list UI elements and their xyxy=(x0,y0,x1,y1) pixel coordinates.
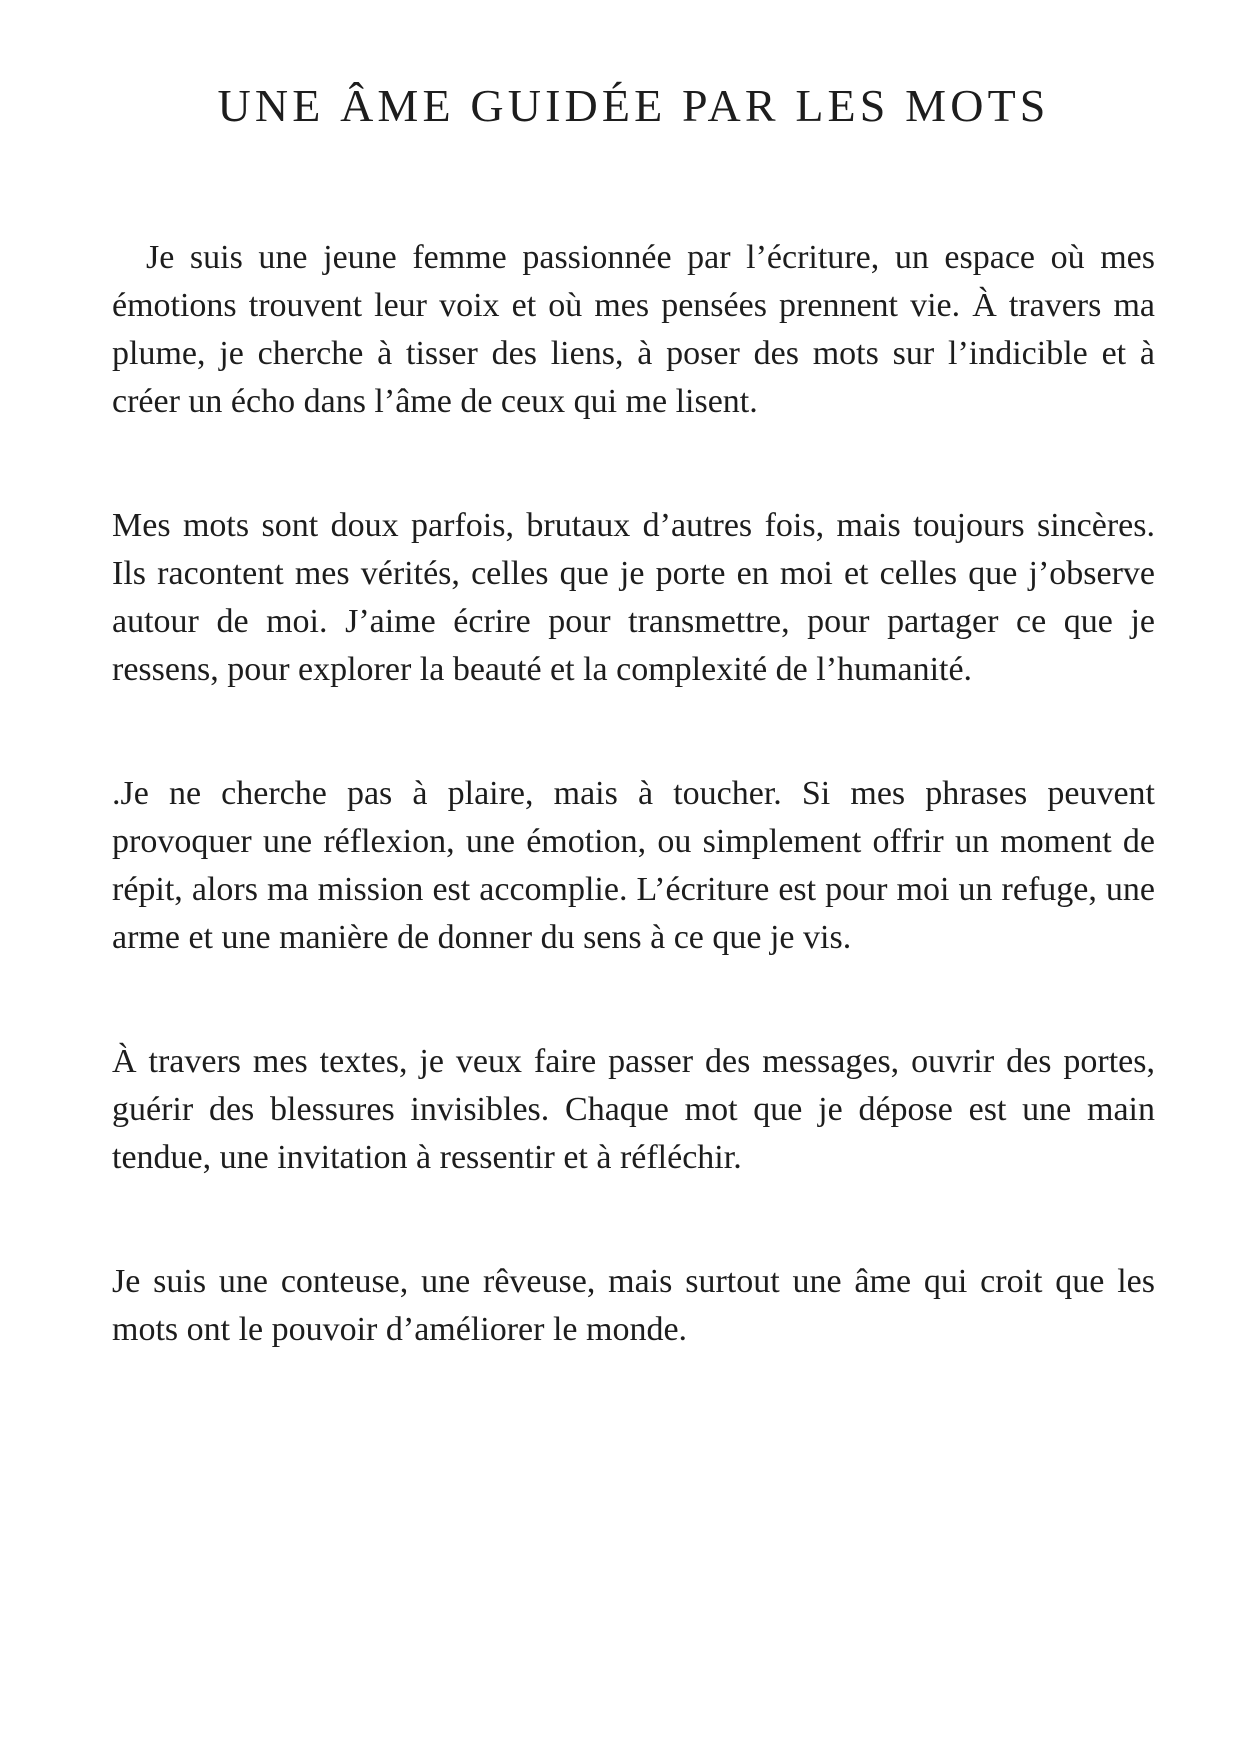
document-title: UNE ÂME GUIDÉE PAR LES MOTS xyxy=(217,80,1050,131)
paragraph-intro: Je suis une jeune femme passionnée par l’écriture, un espace où mes émotions trouvent leur voix et où mes pensées prennent vie. À travers ma plume, je cherche à tisser des liens, à poser des mots sur l’indicible et à créer un écho dans l’âme de ceux qui me lisent. xyxy=(112,239,1155,420)
paragraph-messages: À travers mes textes, je veux faire passer des messages, ouvrir des portes, guérir des blessures invisibles. Chaque mot que je dépose est une main tendue, une invitation à ressentir et à réfléchir. xyxy=(112,1043,1155,1176)
paragraph-conteuse: Je suis une conteuse, une rêveuse, mais surtout une âme qui croit que les mots ont le pouvoir d’améliorer le monde. xyxy=(112,1263,1155,1348)
paragraph-mes-mots: Mes mots sont doux parfois, brutaux d’autres fois, mais toujours sincères. Ils racontent mes vérités, celles que je porte en moi et celles que j’observe autour de moi. J’aime écrire pour transmettre, pour partager ce que je ressens, pour explorer la beauté et la complexité de l’humanité. xyxy=(112,507,1155,688)
paragraph-toucher: .Je ne cherche pas à plaire, mais à toucher. Si mes phrases peuvent provoquer une réflexion, une émotion, ou simplement offrir un moment de répit, alors ma mission est accomplie. L’écriture est pour moi un refuge, une arme et une manière de donner du sens à ce que je vis. xyxy=(112,775,1155,956)
